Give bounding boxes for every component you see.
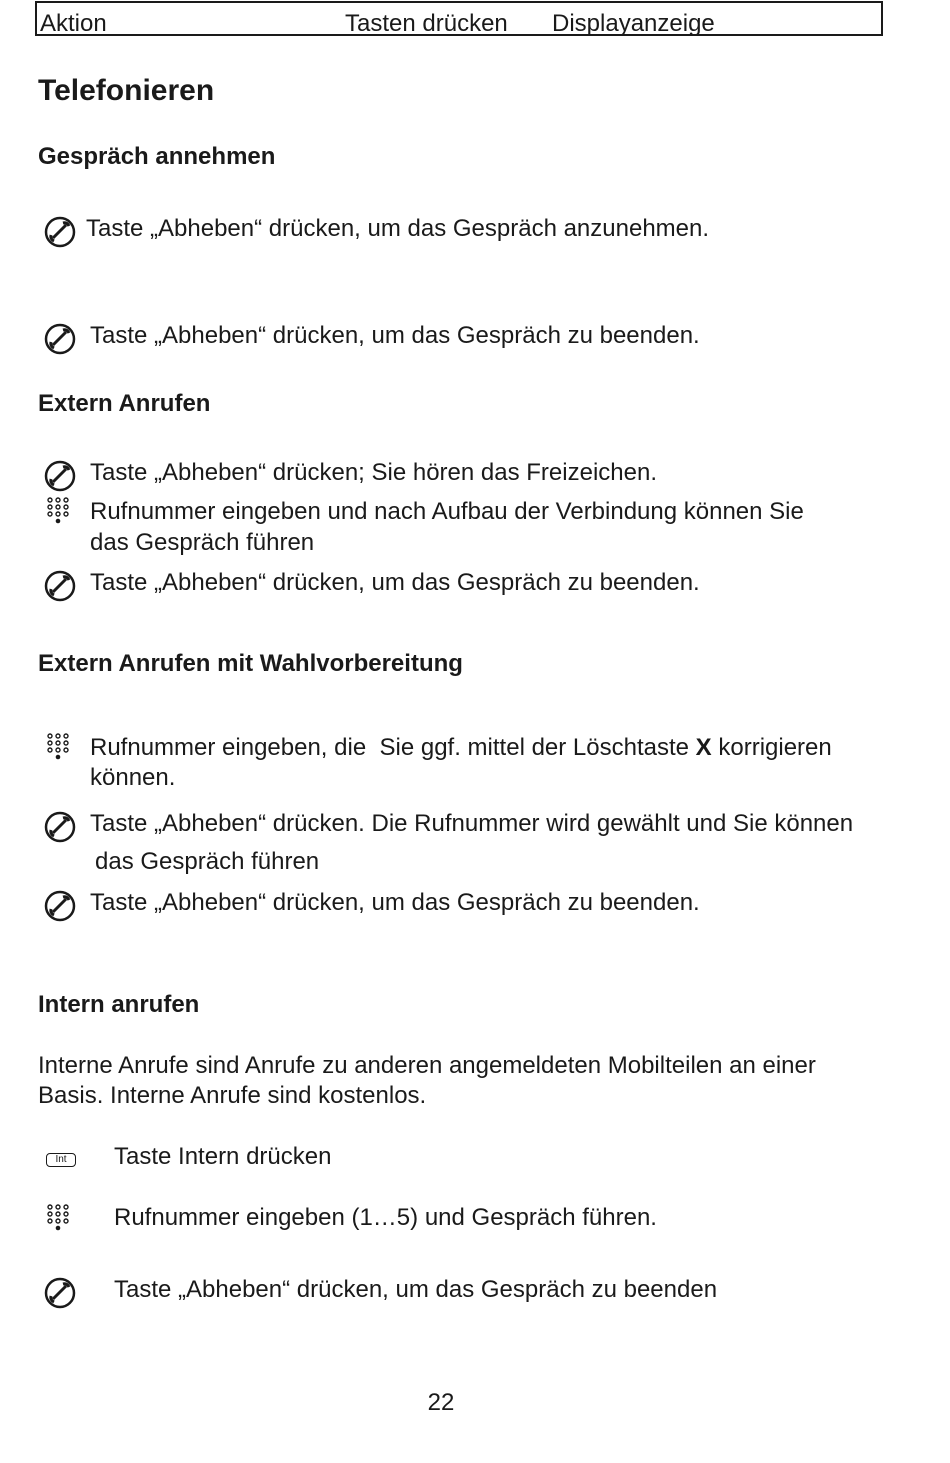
section-heading-external: Extern Anrufen bbox=[38, 390, 211, 417]
delete-key-label: X bbox=[695, 734, 712, 761]
predial-step-1-text-post: korrigieren bbox=[711, 734, 832, 761]
section-heading-accept: Gespräch annehmen bbox=[38, 143, 276, 170]
page-title: Telefonieren bbox=[38, 74, 215, 107]
internal-step-2: Rufnummer eingeben (1…5) und Gespräch führen. bbox=[114, 1204, 657, 1231]
predial-step-2-line-1: Taste „Abheben“ drücken. Die Rufnummer wird gewählt und Sie können bbox=[90, 810, 854, 837]
internal-step-1: Taste Intern drücken bbox=[114, 1143, 332, 1170]
header-col-action: Aktion bbox=[40, 10, 107, 37]
external-step-1: Taste „Abheben“ drücken; Sie hören das Freizeichen. bbox=[90, 459, 657, 486]
accept-step-2: Taste „Abheben“ drücken, um das Gespräch zu beenden. bbox=[90, 322, 700, 349]
handset-icon bbox=[44, 323, 76, 355]
external-step-2-line-1: Rufnummer eingeben und nach Aufbau der Verbindung können Sie bbox=[90, 498, 804, 525]
handset-icon bbox=[44, 1277, 76, 1309]
external-step-2-line-2: das Gespräch führen bbox=[90, 529, 315, 556]
accept-step-1: Taste „Abheben“ drücken, um das Gespräch anzunehmen. bbox=[86, 215, 710, 242]
handset-icon bbox=[44, 811, 76, 843]
internal-intro-line-2: Basis. Interne Anrufe sind kostenlos. bbox=[38, 1082, 427, 1109]
handset-icon bbox=[44, 570, 76, 602]
keypad-icon bbox=[46, 496, 70, 526]
header-col-display: Displayanzeige bbox=[552, 10, 715, 37]
predial-step-1-line-2: können. bbox=[90, 764, 176, 791]
predial-step-1-line-1 bbox=[90, 732, 832, 763]
predial-step-3: Taste „Abheben“ drücken, um das Gespräch zu beenden. bbox=[90, 889, 700, 916]
page-number: 22 bbox=[427, 1389, 455, 1416]
predial-step-2-line-2: das Gespräch führen bbox=[95, 848, 320, 875]
section-heading-predial: Extern Anrufen mit Wahlvorbereitung bbox=[38, 650, 463, 677]
internal-intro-line-1: Interne Anrufe sind Anrufe zu anderen angemeldeten Mobilteilen an einer bbox=[38, 1052, 816, 1079]
keypad-icon bbox=[46, 1203, 70, 1233]
section-heading-internal: Intern anrufen bbox=[38, 991, 200, 1018]
external-step-3: Taste „Abheben“ drücken, um das Gespräch zu beenden. bbox=[90, 569, 700, 596]
handset-icon bbox=[44, 460, 76, 492]
handset-icon bbox=[44, 216, 76, 248]
header-col-keys: Tasten drücken bbox=[345, 10, 508, 37]
predial-step-1-text-pre: Rufnummer eingeben, die Sie ggf. mittel der Löschtaste bbox=[90, 734, 696, 761]
int-key-icon: Int bbox=[46, 1153, 76, 1167]
handset-icon bbox=[44, 890, 76, 922]
internal-step-3: Taste „Abheben“ drücken, um das Gespräch zu beenden bbox=[114, 1276, 718, 1303]
keypad-icon bbox=[46, 732, 70, 762]
